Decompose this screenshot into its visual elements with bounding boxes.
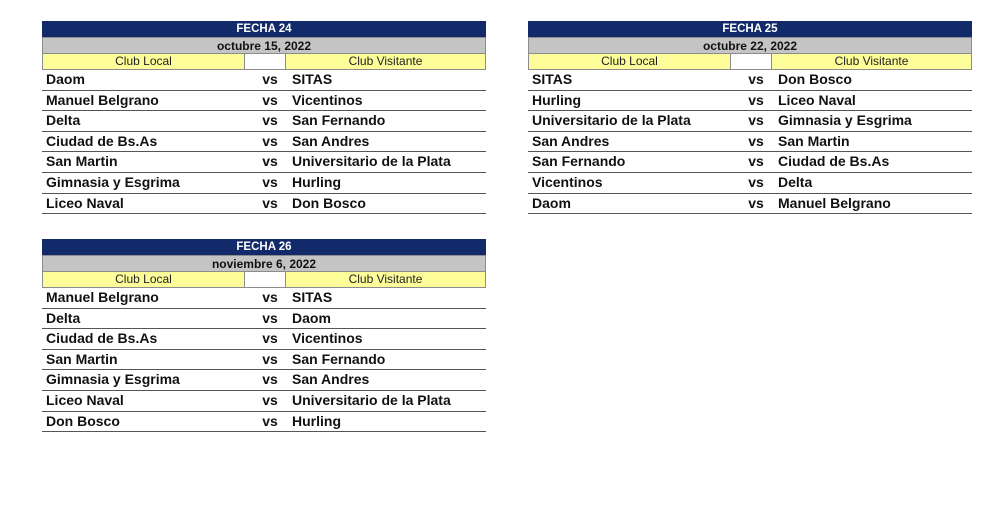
match-row — [42, 288, 486, 309]
vs-label: vs — [262, 391, 278, 408]
vs-label: vs — [262, 173, 278, 190]
home-team: San Martin — [46, 153, 118, 170]
vs-label: vs — [748, 153, 764, 170]
fixture-date: octubre 22, 2022 — [528, 37, 972, 54]
home-team: Delta — [46, 112, 81, 129]
vs-label: vs — [262, 71, 278, 87]
match-row — [42, 370, 486, 391]
home-team: Gimnasia y Esgrima — [46, 371, 180, 388]
match-row — [42, 329, 486, 350]
match-row — [528, 111, 972, 132]
match-row — [42, 111, 486, 132]
vs-label: vs — [262, 309, 278, 326]
match-row — [528, 194, 972, 215]
away-team: Ciudad de Bs.As — [778, 153, 890, 170]
home-column-header: Club Local — [43, 54, 245, 69]
vs-column-header — [245, 54, 286, 69]
away-team: Delta — [778, 173, 813, 190]
match-row — [42, 412, 486, 433]
home-team: Don Bosco — [46, 412, 120, 429]
match-row — [42, 173, 486, 194]
fixture-table-fecha-26 — [42, 239, 486, 432]
away-team: Vicentinos — [292, 91, 363, 108]
match-row — [528, 91, 972, 112]
away-team: Don Bosco — [778, 71, 852, 87]
home-team: Universitario de la Plata — [532, 112, 691, 129]
home-team: Vicentinos — [532, 173, 603, 190]
vs-label: vs — [748, 132, 764, 149]
vs-label: vs — [262, 91, 278, 108]
vs-column-header — [731, 54, 772, 69]
vs-label: vs — [262, 194, 278, 211]
away-team: San Fernando — [292, 350, 386, 367]
fixture-table-fecha-24 — [42, 21, 486, 214]
home-column-header: Club Local — [43, 272, 245, 287]
fixture-title: FECHA 26 — [42, 239, 486, 255]
home-team: Liceo Naval — [46, 194, 124, 211]
fixture-date: octubre 15, 2022 — [42, 37, 486, 54]
vs-label: vs — [262, 412, 278, 429]
vs-column-header — [245, 272, 286, 287]
away-team: Universitario de la Plata — [292, 153, 451, 170]
home-team: Manuel Belgrano — [46, 289, 159, 305]
away-team: San Andres — [292, 371, 370, 388]
match-row — [42, 194, 486, 215]
match-row — [528, 152, 972, 173]
fixture-title: FECHA 25 — [528, 21, 972, 37]
away-team: Hurling — [292, 412, 341, 429]
vs-label: vs — [262, 330, 278, 347]
match-row — [42, 132, 486, 153]
vs-label: vs — [262, 371, 278, 388]
fixture-date: noviembre 6, 2022 — [42, 255, 486, 272]
vs-label: vs — [748, 71, 764, 87]
away-column-header: Club Visitante — [286, 54, 485, 69]
match-row — [42, 70, 486, 91]
away-team: SITAS — [292, 71, 333, 87]
home-team: San Martin — [46, 350, 118, 367]
home-team: Daom — [46, 71, 85, 87]
vs-label: vs — [262, 289, 278, 305]
home-team: San Andres — [532, 132, 610, 149]
match-row — [42, 309, 486, 330]
away-team: Universitario de la Plata — [292, 391, 451, 408]
away-team: Gimnasia y Esgrima — [778, 112, 912, 129]
column-header-row — [528, 54, 972, 70]
away-team: San Fernando — [292, 112, 386, 129]
match-row — [42, 91, 486, 112]
match-row — [528, 70, 972, 91]
vs-label: vs — [262, 153, 278, 170]
away-team: Daom — [292, 309, 331, 326]
away-team: Manuel Belgrano — [778, 194, 891, 211]
home-team: Daom — [532, 194, 571, 211]
away-team: Hurling — [292, 173, 341, 190]
match-row — [42, 391, 486, 412]
home-team: Delta — [46, 309, 81, 326]
away-team: Don Bosco — [292, 194, 366, 211]
home-team: Ciudad de Bs.As — [46, 132, 158, 149]
fixture-title: FECHA 24 — [42, 21, 486, 37]
away-column-header: Club Visitante — [286, 272, 485, 287]
away-column-header: Club Visitante — [772, 54, 971, 69]
column-header-row — [42, 272, 486, 288]
away-team: SITAS — [292, 289, 333, 305]
away-team: San Martin — [778, 132, 850, 149]
vs-label: vs — [262, 132, 278, 149]
home-team: San Fernando — [532, 153, 626, 170]
fixture-table-fecha-25 — [528, 21, 972, 214]
away-team: Liceo Naval — [778, 91, 856, 108]
home-column-header: Club Local — [529, 54, 731, 69]
vs-label: vs — [748, 112, 764, 129]
home-team: Hurling — [532, 91, 581, 108]
match-row — [528, 132, 972, 153]
match-row — [42, 152, 486, 173]
vs-label: vs — [262, 112, 278, 129]
column-header-row — [42, 54, 486, 70]
vs-label: vs — [262, 350, 278, 367]
home-team: Ciudad de Bs.As — [46, 330, 158, 347]
home-team: SITAS — [532, 71, 573, 87]
away-team: Vicentinos — [292, 330, 363, 347]
vs-label: vs — [748, 194, 764, 211]
vs-label: vs — [748, 91, 764, 108]
match-row — [42, 350, 486, 371]
vs-label: vs — [748, 173, 764, 190]
away-team: San Andres — [292, 132, 370, 149]
home-team: Liceo Naval — [46, 391, 124, 408]
match-row — [528, 173, 972, 194]
home-team: Gimnasia y Esgrima — [46, 173, 180, 190]
home-team: Manuel Belgrano — [46, 91, 159, 108]
